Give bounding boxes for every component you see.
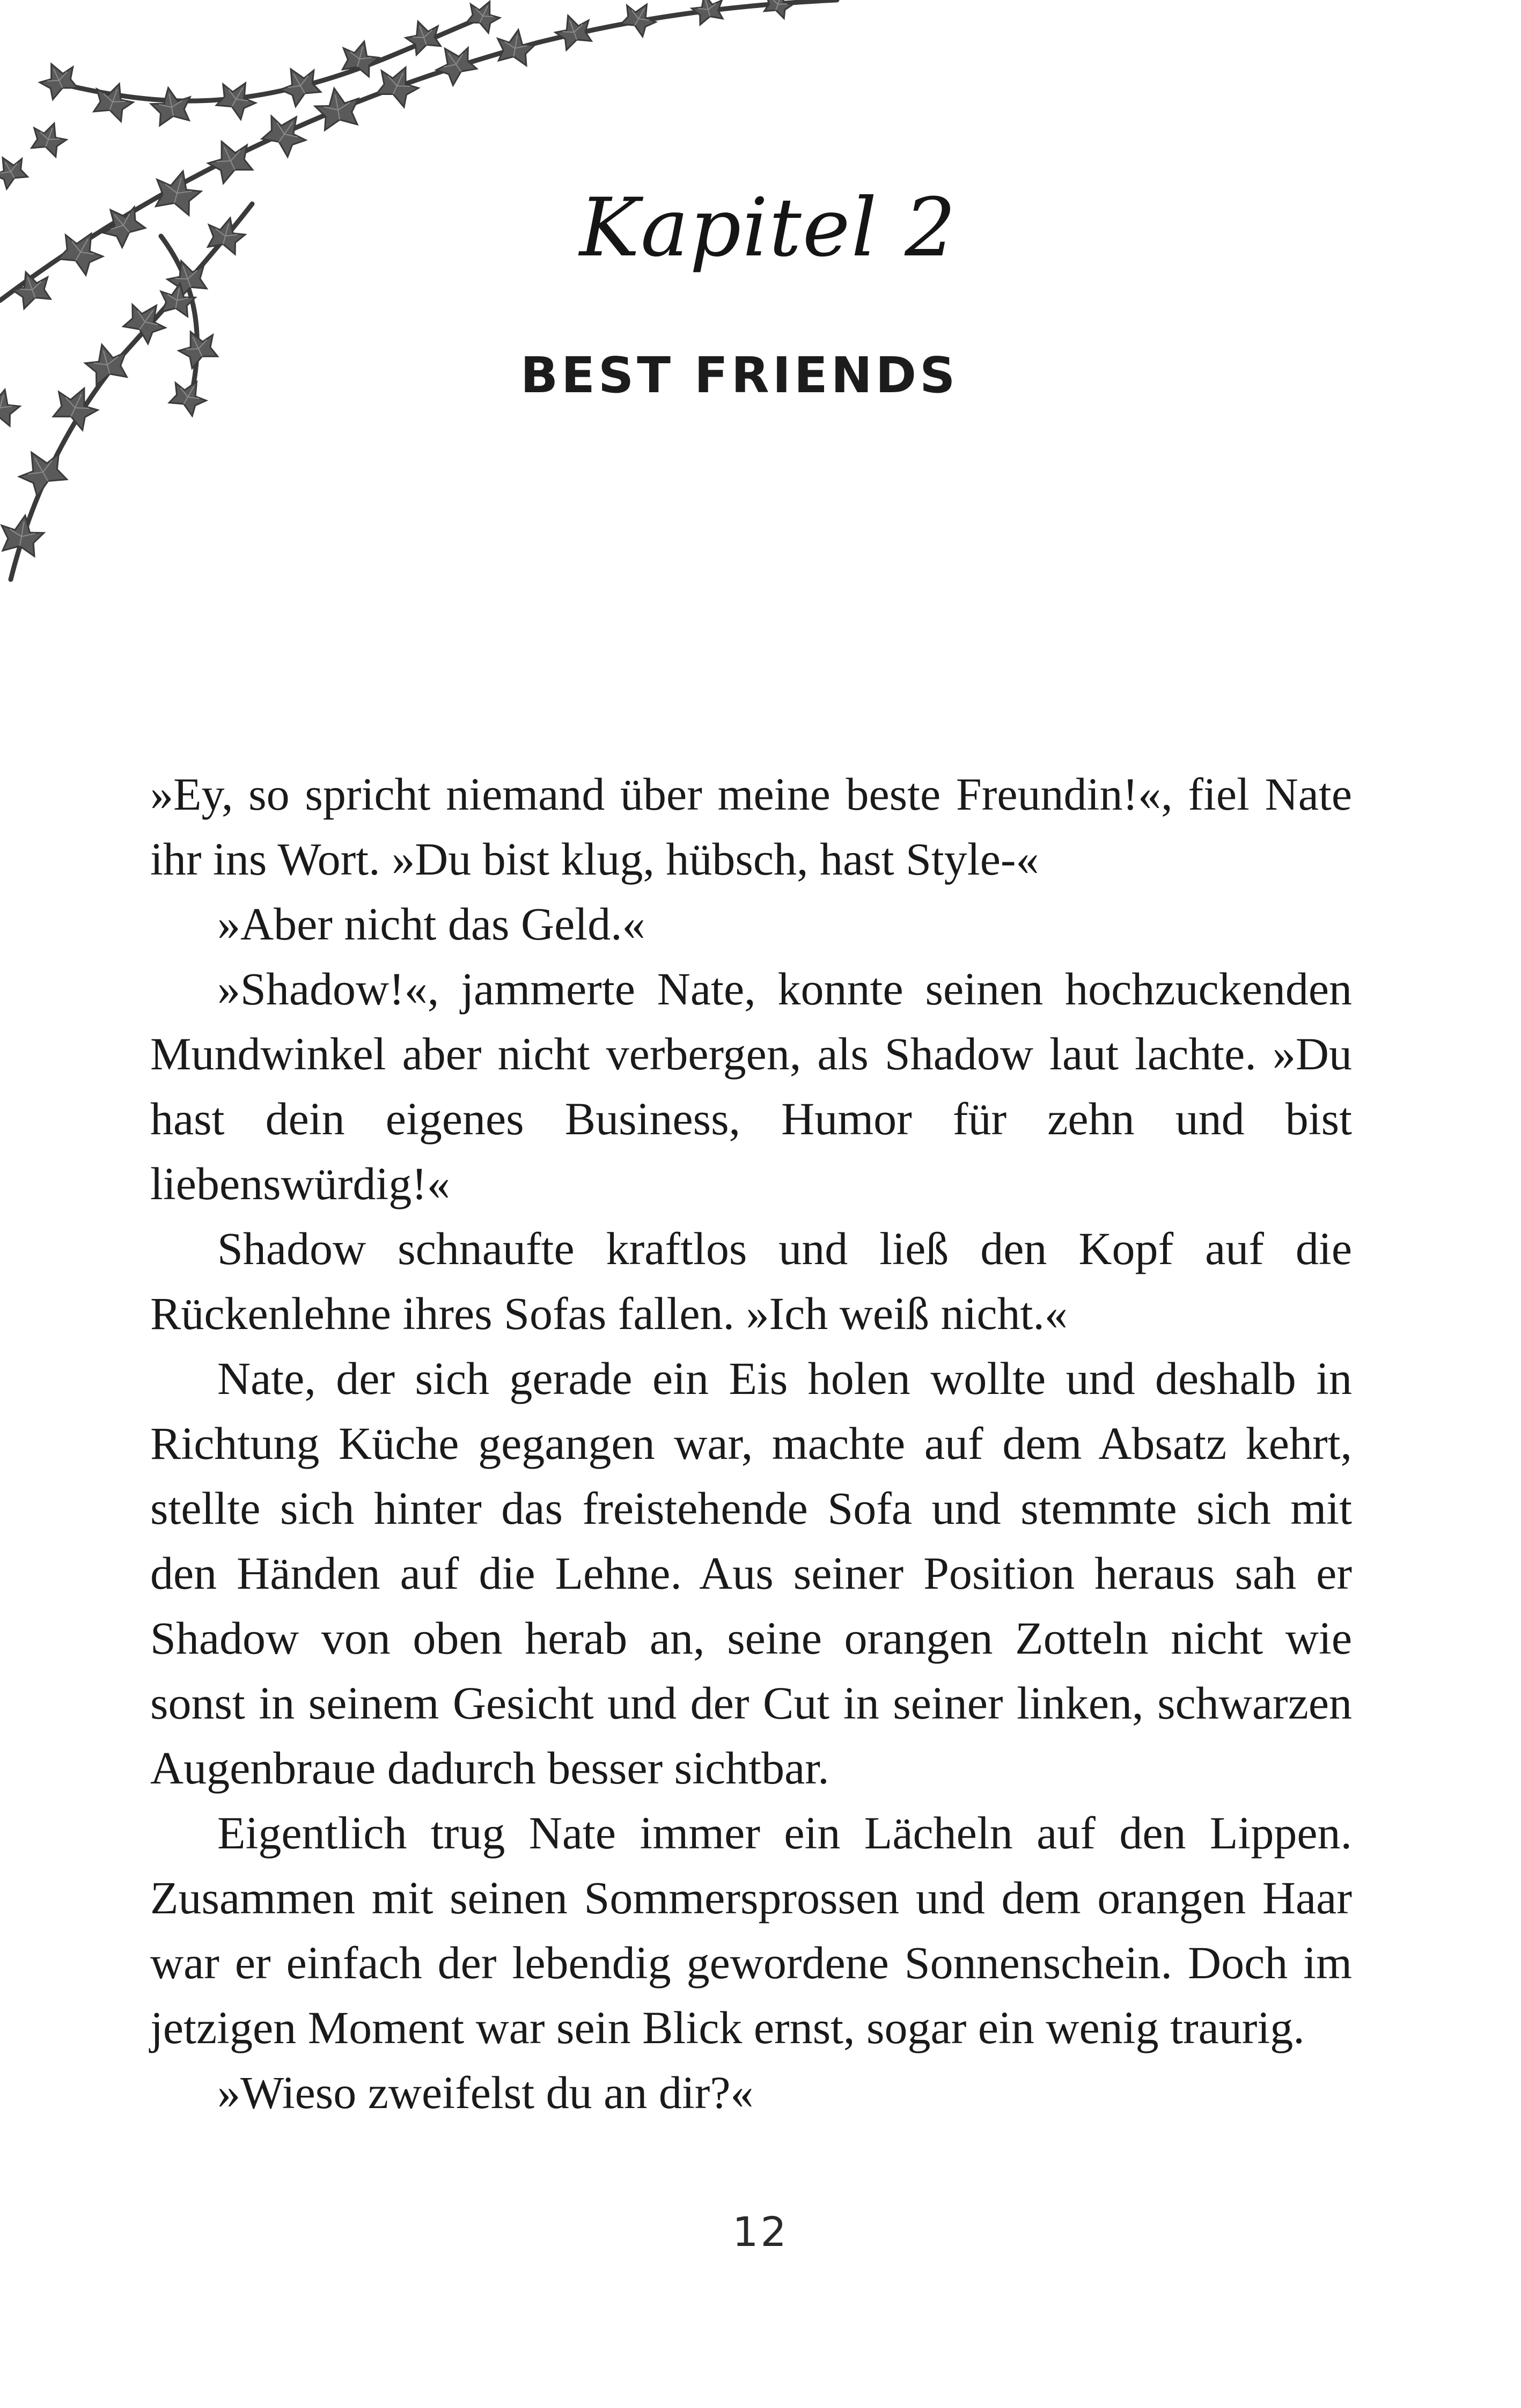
paragraph: »Ey, so spricht niemand über meine beste Freundin!«, fiel Nate ihr ins Wort. »Du bist klug, hübsch, hast Style-«: [150, 768, 1352, 885]
paragraph: Shadow schnaufte kraftlos und ließ den Kopf auf die Rückenlehne ihres Sofas fallen. »Ich weiß nicht.«: [150, 1223, 1352, 1339]
ivy-leaf: [463, 0, 504, 34]
paragraph: »Shadow!«, jammerte Nate, konnte seinen hochzuckenden Mundwinkel aber nicht verbergen, als Shadow laut lachte. »Du hast dein eigenes Business, Humor für zehn und bist liebenswürdig!«: [150, 963, 1352, 1209]
ivy-leaf: [0, 512, 46, 557]
ivy-stem-lower: [11, 204, 252, 579]
paragraph: »Aber nicht das Geld.«: [217, 898, 645, 950]
paragraph: »Wieso zweifelst du an dir?«: [217, 2067, 754, 2118]
page-number: 12: [732, 2208, 789, 2256]
paragraph: Eigentlich trug Nate immer ein Lächeln auf den Lippen. Zusammen mit seinen Sommersprossen und dem orangen Haar war er einfach der lebendig gewordene Sonnenschein. Doch im jetzigen Moment war sein Blick ernst, sogar ein wenig traurig.: [150, 1807, 1352, 2053]
ivy-leaf: [0, 150, 31, 191]
chapter-label: Kapitel 2: [579, 181, 957, 275]
body-text: [150, 762, 1352, 2125]
paragraph: Nate, der sich gerade ein Eis holen wollte und deshalb in Richtung Küche gegangen war, machte auf dem Absatz kehrt, stellte sich hinter das freistehende Sofa und stemmte sich mit den Händen auf die Lehne. Aus seiner Position heraus sah er Shadow von oben herab an, seine orangen Zotteln nicht wie sonst in seinem Gesicht und der Cut in seiner linken, schwarzen Augenbraue dadurch besser sichtbar.: [150, 1353, 1352, 1794]
chapter-title: BEST FRIENDS: [520, 347, 959, 404]
ivy-vine-icon: [0, 0, 858, 601]
